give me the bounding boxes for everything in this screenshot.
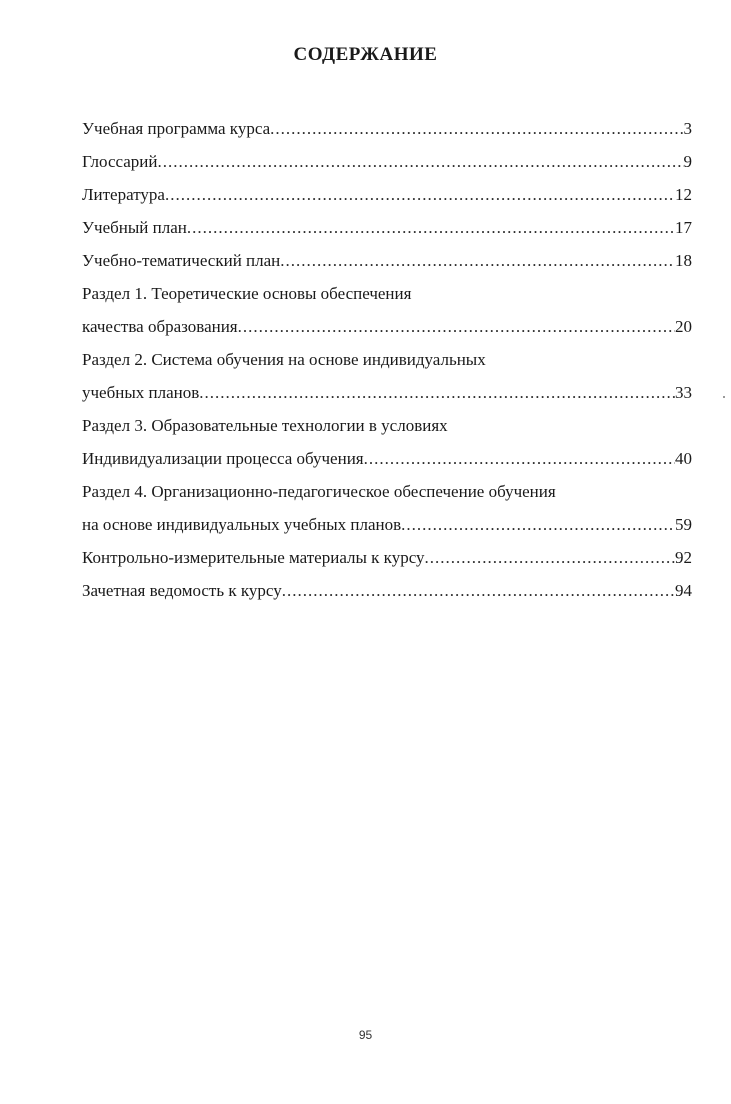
toc-entry-page: 20 [675, 317, 692, 336]
toc-leader-dots [158, 145, 684, 178]
toc-entry-page: 9 [683, 152, 692, 171]
toc-entry [82, 178, 692, 211]
toc-leader-dots [280, 244, 675, 277]
toc-entry-page: 40 [675, 449, 692, 468]
toc-entry-page: 3 [683, 119, 692, 138]
toc-entry-text: Учебная программа курса [82, 119, 271, 138]
toc-leader-dots [270, 112, 683, 145]
toc-entry-text: Литература [82, 185, 165, 204]
toc-section-heading [82, 343, 692, 376]
toc-entry-text: Контрольно-измерительные материалы к курсу [82, 548, 425, 567]
toc-entry-page: 59 [675, 515, 692, 534]
toc-entry-page: 33 [675, 383, 692, 402]
toc-entry [82, 376, 692, 409]
toc-leader-dots [425, 541, 675, 574]
toc-entry [82, 112, 692, 145]
document-title: СОДЕРЖАНИЕ [293, 44, 438, 65]
toc-leader-dots [199, 376, 675, 409]
page-number: 95 [358, 1028, 373, 1042]
toc-leader-dots [238, 310, 675, 343]
toc-leader-dots [401, 508, 675, 541]
toc-leader-dots [165, 178, 675, 211]
toc-entry [82, 310, 692, 343]
toc-entry [82, 244, 692, 277]
toc-entry-text: Зачетная ведомость к курсу [82, 581, 282, 600]
toc-entry [82, 145, 692, 178]
scan-speck [723, 396, 725, 398]
toc-section-heading [82, 409, 692, 442]
toc-entry-text: Учебно-тематический план [82, 251, 281, 270]
toc-entry [82, 574, 692, 607]
toc-entry-page: 12 [675, 185, 692, 204]
toc-entry-text: учебных планов [82, 383, 200, 402]
toc-entry-text: качества образования [82, 317, 238, 336]
toc-leader-dots [187, 211, 675, 244]
toc-entry [82, 442, 692, 475]
table-of-contents [82, 112, 692, 607]
toc-entry-page: 92 [675, 548, 692, 567]
toc-entry [82, 508, 692, 541]
toc-entry [82, 211, 692, 244]
toc-entry-text: Раздел 4. Организационно-педагогическое обеспечение обучения [82, 482, 556, 501]
toc-entry-text: Индивидуализации процесса обучения [82, 449, 364, 468]
toc-entry-page: 18 [675, 251, 692, 270]
toc-leader-dots [282, 574, 675, 607]
toc-entry [82, 541, 692, 574]
toc-entry-page: 17 [675, 218, 692, 237]
toc-entry-text: Глоссарий [82, 152, 158, 171]
toc-leader-dots [364, 442, 675, 475]
toc-entry-text: Учебный план [82, 218, 187, 237]
toc-entry-page: 94 [675, 581, 692, 600]
toc-entry-text: Раздел 1. Теоретические основы обеспечения [82, 284, 412, 303]
toc-entry-text: на основе индивидуальных учебных планов [82, 515, 402, 534]
toc-section-heading [82, 475, 692, 508]
toc-section-heading [82, 277, 692, 310]
toc-entry-text: Раздел 2. Система обучения на основе индивидуальных [82, 350, 486, 369]
toc-entry-text: Раздел 3. Образовательные технологии в условиях [82, 416, 448, 435]
